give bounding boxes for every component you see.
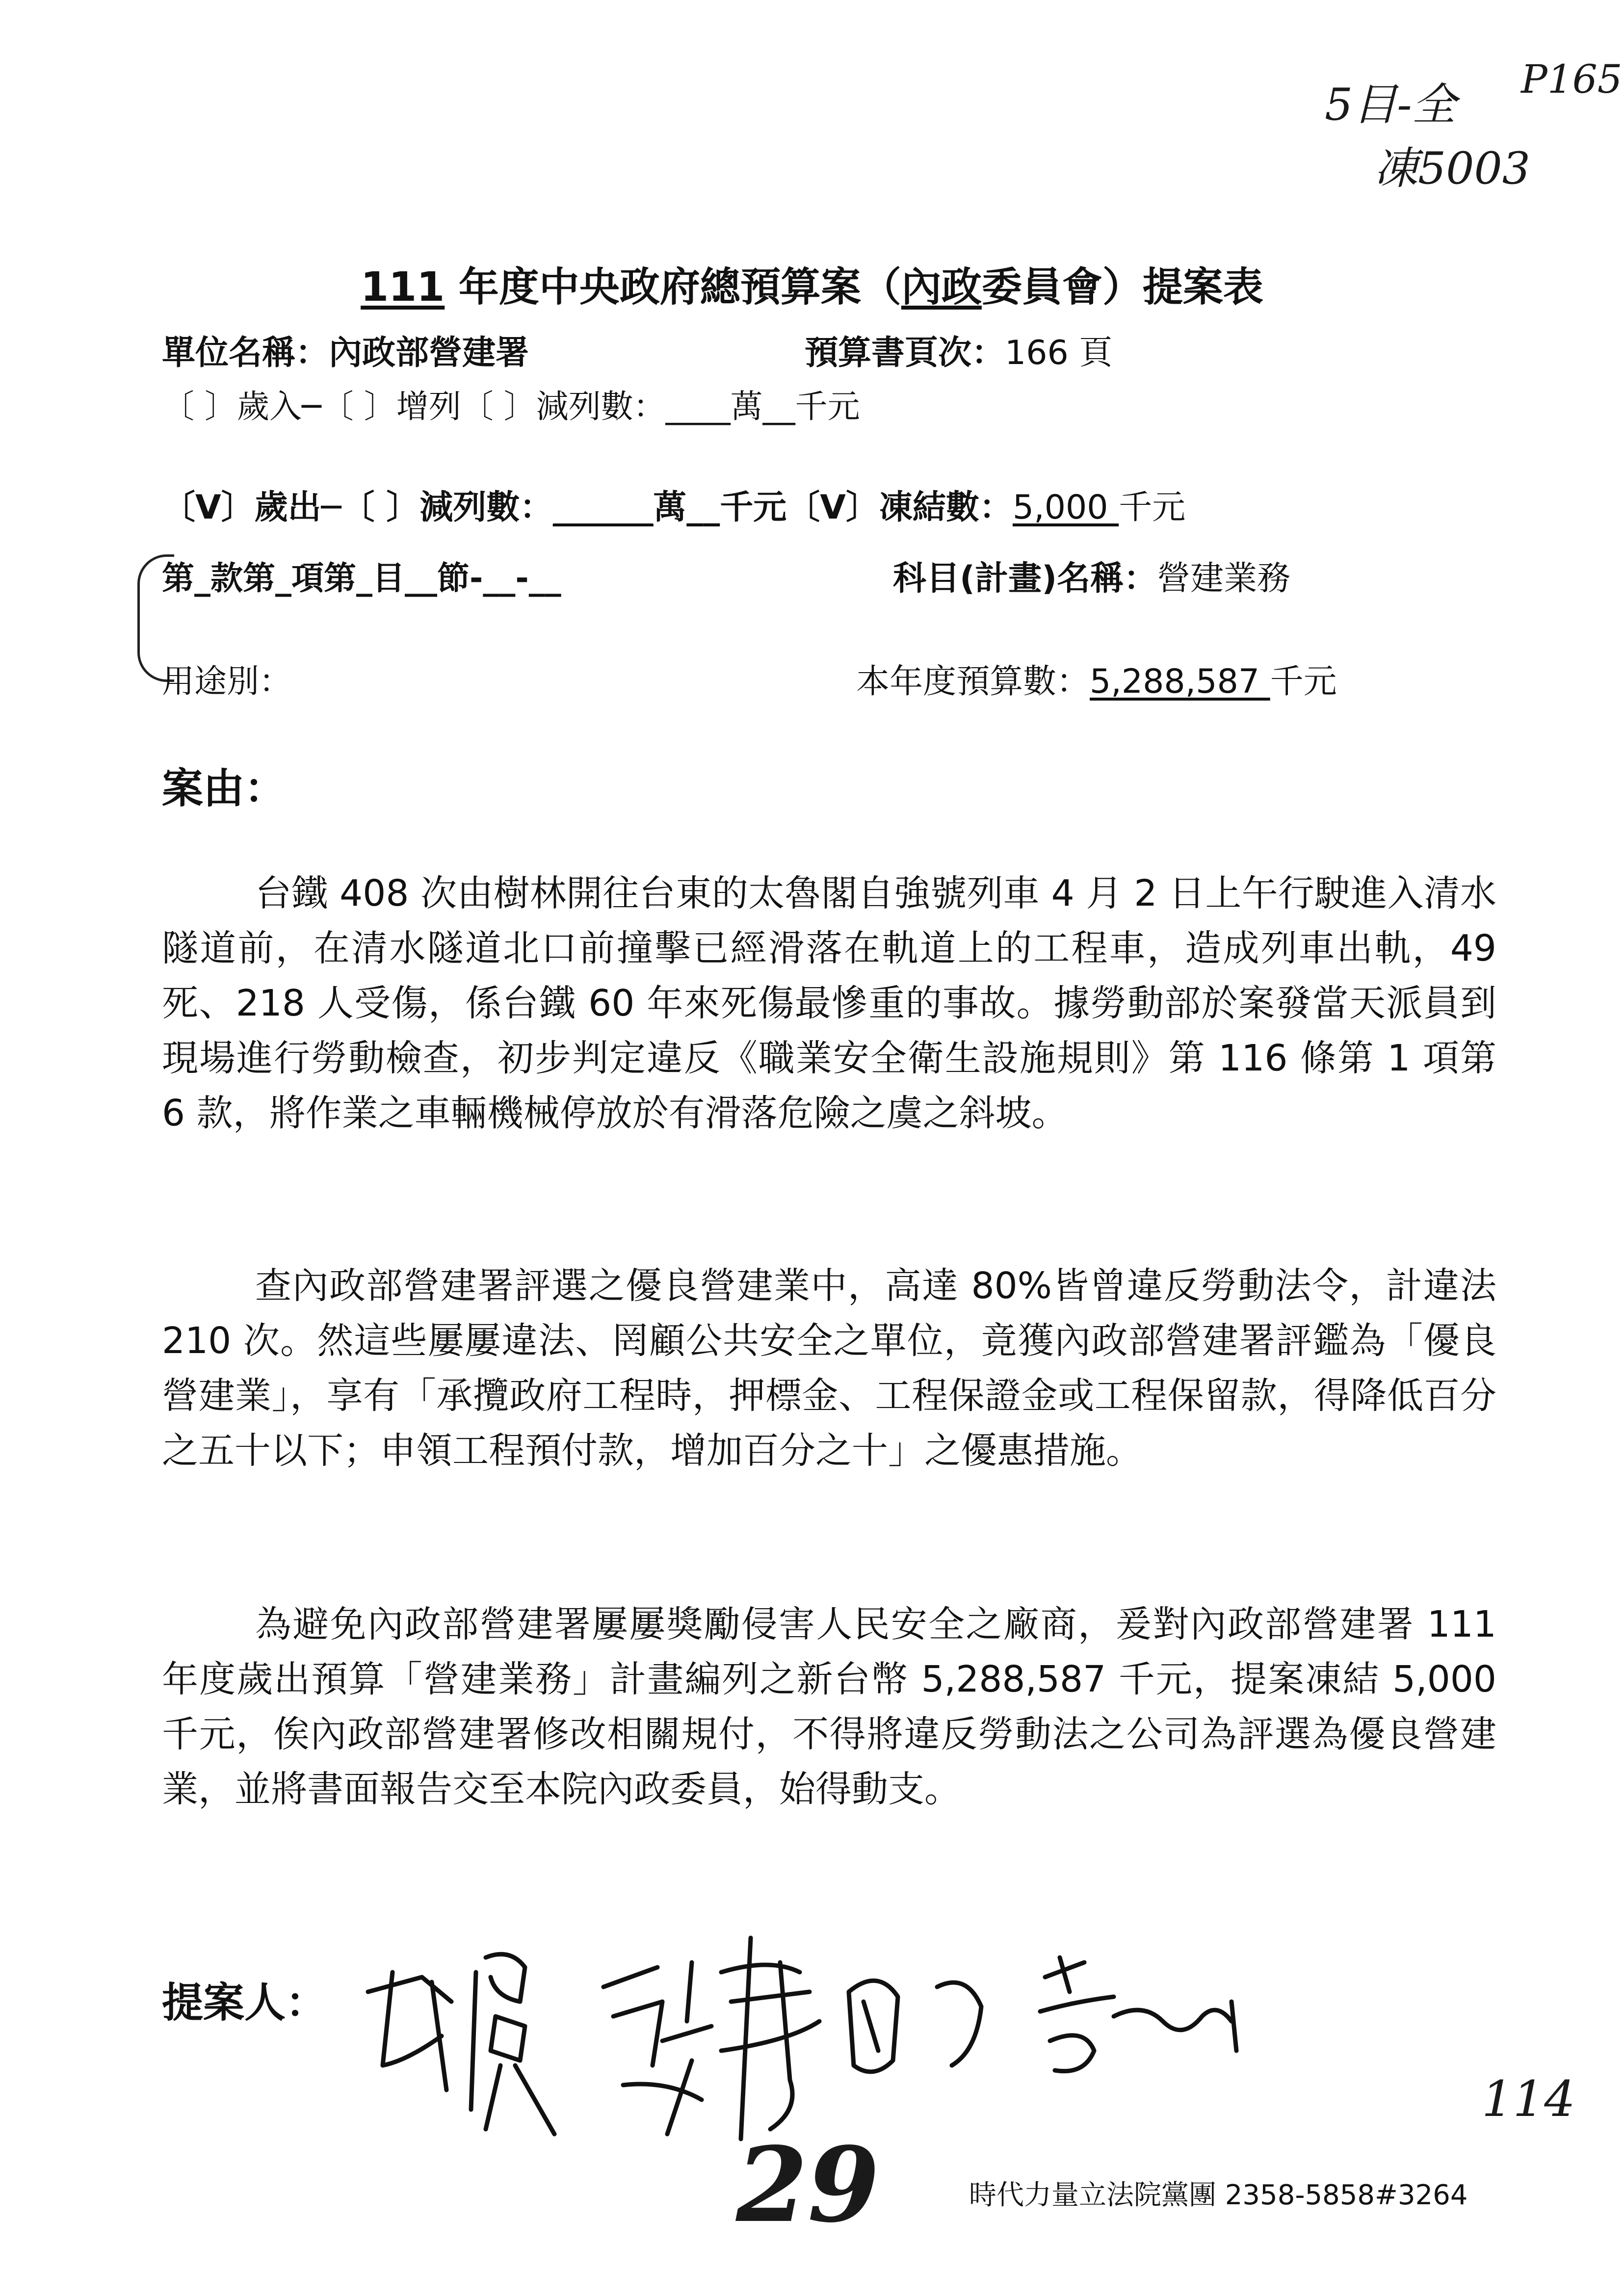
expenditure-middle: 萬__千元〔V〕凍結數： bbox=[653, 488, 1013, 527]
handwritten-note-budget-ref: 5目-全 bbox=[1325, 79, 1456, 130]
reason-paragraph-3: 為避免內政部營建署屢屢獎勵侵害人民安全之廠商，爰對內政部營建署 111 年度歲出預算「營建業務」計畫編列之新台幣 5,288,587 千元，提案凍結 5,000 千元，俟內政部營建署修改相關規付，不得將違反勞動法之公司為評選為優良營建業，並將書面報告交至本院內政委員，始得動支。 bbox=[162, 1603, 1496, 1810]
subject-row bbox=[893, 552, 1290, 600]
budget-page-row bbox=[805, 326, 1112, 374]
handwritten-number: 29 bbox=[736, 2124, 880, 2245]
subject-label: 科目(計畫)名稱： bbox=[893, 559, 1157, 598]
handwritten-note-freeze: 凍5003 bbox=[1374, 143, 1531, 194]
budget-page-value: 166 頁 bbox=[1005, 334, 1113, 372]
handwritten-note-page: P165 bbox=[1521, 56, 1623, 102]
revenue-row: 〔 〕歲入─〔 〕增列〔 〕減列數：____萬__千元 bbox=[162, 388, 860, 425]
handwritten-page-number: 114 bbox=[1482, 2070, 1575, 2128]
unit-label: 單位名稱： bbox=[162, 334, 329, 372]
title-committee: 內政 bbox=[901, 264, 982, 311]
category-row: 第_款第_項第_目__節-__-__ bbox=[162, 559, 561, 597]
subject-value: 營建業務 bbox=[1157, 559, 1291, 598]
expenditure-row bbox=[162, 481, 1185, 528]
annual-budget-label: 本年度預算數： bbox=[856, 662, 1090, 701]
expenditure-prefix: 〔V〕歲出─〔 〕減列數： bbox=[162, 488, 553, 527]
unit-value: 內政部營建署 bbox=[329, 334, 529, 372]
title-part1: 年度中央政府總預算案（ bbox=[445, 264, 901, 311]
reason-heading: 案由： bbox=[162, 764, 286, 812]
freeze-value: 5,000 bbox=[1012, 488, 1119, 527]
title-part2: 委員會）提案表 bbox=[981, 264, 1263, 311]
reason-paragraph-1: 台鐵 408 次由樹林開往台東的太魯閣自強號列車 4 月 2 日上午行駛進入清水隧道前，在清水隧道北口前撞擊已經滑落在軌道上的工程車，造成列車出軌，49 死、218 人受傷，係台鐵 60 年來死傷最慘重的事故。據勞動部於案發當天派員到現場進行勞動檢查，初步判定違反《職業安全衛生設施規則》第 116 條第 1 項第 6 款，將作業之車輛機械停放於有滑落危險之虞之斜坡。 bbox=[162, 872, 1496, 1134]
title-year: 111 bbox=[361, 264, 445, 311]
expenditure-blank: ______ bbox=[553, 488, 654, 527]
proposer-label: 提案人： bbox=[162, 1979, 327, 2027]
usage-label: 用途別： bbox=[162, 662, 291, 700]
annual-budget-row bbox=[856, 655, 1337, 703]
freeze-unit: 千元 bbox=[1119, 488, 1186, 527]
reason-paragraph-2: 查內政部營建署評選之優良營建業中，高達 80%皆曾違反勞動法令，計違法 210 次。然這些屢屢違法、罔顧公共安全之單位，竟獲內政部營建署評鑑為「優良營建業」，享有「承攬政府工程時，押標金、工程保證金或工程保留款，得降低百分之五十以下；申領工程預付款，增加百分之十」之優惠措施。 bbox=[162, 1265, 1496, 1472]
annual-budget-value: 5,288,587 bbox=[1090, 662, 1270, 701]
caucus-contact: 時代力量立法院黨團 2358-5858#3264 bbox=[969, 2179, 1468, 2211]
annual-budget-unit: 千元 bbox=[1270, 662, 1337, 701]
unit-name-row bbox=[162, 326, 529, 374]
budget-page-label: 預算書頁次： bbox=[805, 334, 1005, 372]
page-title bbox=[0, 255, 1624, 313]
